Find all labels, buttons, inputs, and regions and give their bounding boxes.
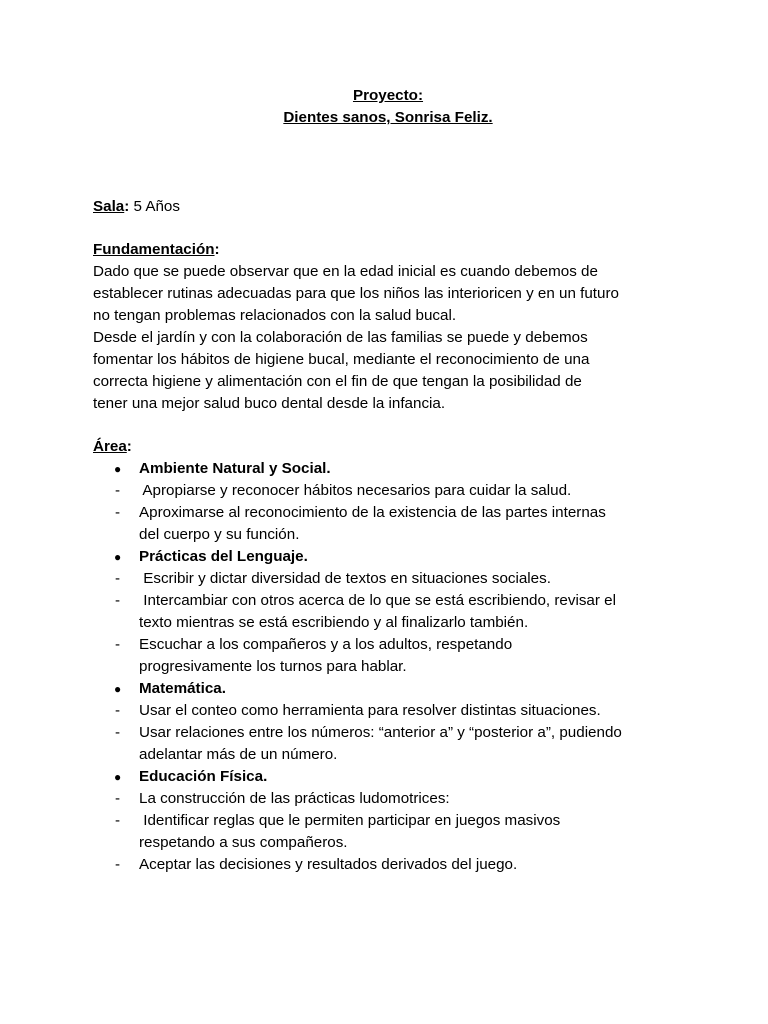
area-category bbox=[93, 678, 683, 700]
list-item-text: texto mientras se está escribiendo y al finalizarlo también. bbox=[139, 614, 529, 631]
area-category bbox=[93, 546, 683, 568]
document-page bbox=[93, 85, 683, 873]
dash-marker: - bbox=[115, 724, 121, 741]
bullet-marker: ● bbox=[114, 462, 122, 476]
fundamentacion-line: tener una mejor salud buco dental desde la infancia. bbox=[93, 395, 446, 412]
sala-label: Sala bbox=[93, 198, 125, 215]
area-objective bbox=[93, 700, 683, 722]
list-item-text: Escuchar a los compañeros y a los adultos, respetando bbox=[139, 636, 513, 653]
list-item-text: Educación Física. bbox=[139, 768, 268, 785]
fundamentacion-line: Dado que se puede observar que en la edad inicial es cuando debemos de bbox=[93, 263, 598, 280]
list-item-text: progresivamente los turnos para hablar. bbox=[139, 658, 407, 675]
list-item-text: Intercambiar con otros acerca de lo que se está escribiendo, revisar el bbox=[139, 592, 616, 609]
list-item-text: respetando a sus compañeros. bbox=[139, 834, 348, 851]
dash-marker: - bbox=[115, 636, 121, 653]
dash-marker: - bbox=[115, 482, 121, 499]
fundamentacion-heading bbox=[93, 239, 683, 261]
dash-marker: - bbox=[115, 504, 121, 521]
area-colon: : bbox=[126, 438, 132, 455]
dash-marker: - bbox=[115, 702, 121, 719]
list-item-text: Usar el conteo como herramienta para resolver distintas situaciones. bbox=[139, 702, 601, 719]
list-item-text: del cuerpo y su función. bbox=[139, 526, 300, 543]
area-label: Área bbox=[93, 438, 127, 455]
area-objective bbox=[93, 854, 683, 876]
list-item-text: Matemática. bbox=[139, 680, 226, 697]
list-item-text: Usar relaciones entre los números: “anterior a” y “posterior a”, pudiendo bbox=[139, 724, 622, 741]
area-category bbox=[93, 766, 683, 788]
bullet-marker: ● bbox=[114, 550, 122, 564]
list-item-text: Aceptar las decisiones y resultados derivados del juego. bbox=[139, 856, 518, 873]
fundamentacion-colon: : bbox=[214, 241, 220, 258]
list-item-text: La construcción de las prácticas ludomotrices: bbox=[139, 790, 450, 807]
fundamentacion-line: fomentar los hábitos de higiene bucal, mediante el reconocimiento de una bbox=[93, 351, 590, 368]
fundamentacion-line: correcta higiene y alimentación con el fin de que tengan la posibilidad de bbox=[93, 373, 582, 390]
fundamentacion-line: no tengan problemas relacionados con la salud bucal. bbox=[93, 307, 457, 324]
dash-marker: - bbox=[115, 812, 121, 829]
project-title-label: Proyecto: bbox=[352, 87, 424, 104]
dash-marker: - bbox=[115, 790, 121, 807]
area-objective bbox=[93, 480, 683, 502]
dash-marker: - bbox=[115, 570, 121, 587]
area-section bbox=[93, 436, 683, 876]
area-objective bbox=[93, 788, 683, 810]
sala-line bbox=[93, 196, 180, 218]
dash-marker: - bbox=[115, 856, 121, 873]
list-item-text: Escribir y dictar diversidad de textos en situaciones sociales. bbox=[139, 570, 551, 587]
sala-value: 5 Años bbox=[129, 198, 180, 215]
area-objective bbox=[93, 810, 683, 854]
area-category bbox=[93, 458, 683, 480]
list-item-text: Prácticas del Lenguaje. bbox=[139, 548, 308, 565]
area-objective bbox=[93, 568, 683, 590]
list-item-text: Identificar reglas que le permiten participar en juegos masivos bbox=[139, 812, 561, 829]
area-objective bbox=[93, 590, 683, 634]
dash-marker: - bbox=[115, 592, 121, 609]
list-item-text: adelantar más de un número. bbox=[139, 746, 338, 763]
bullet-marker: ● bbox=[114, 770, 122, 784]
list-item-text: Aproximarse al reconocimiento de la existencia de las partes internas bbox=[139, 504, 606, 521]
fundamentacion-line: Desde el jardín y con la colaboración de las familias se puede y debemos bbox=[93, 329, 588, 346]
sala-colon: : bbox=[124, 198, 130, 215]
fundamentacion-section bbox=[93, 239, 683, 415]
project-title: Dientes sanos, Sonrisa Feliz. bbox=[283, 109, 493, 126]
area-objective bbox=[93, 502, 683, 546]
list-item-text: Apropiarse y reconocer hábitos necesarios para cuidar la salud. bbox=[139, 482, 572, 499]
bullet-marker: ● bbox=[114, 682, 122, 696]
area-objective bbox=[93, 634, 683, 678]
area-objective bbox=[93, 722, 683, 766]
area-list bbox=[93, 458, 683, 876]
fundamentacion-line: establecer rutinas adecuadas para que los niños las interioricen y en un futuro bbox=[93, 285, 619, 302]
area-heading bbox=[93, 436, 683, 458]
list-item-text: Ambiente Natural y Social. bbox=[139, 460, 331, 477]
fundamentacion-label: Fundamentación bbox=[93, 241, 215, 258]
